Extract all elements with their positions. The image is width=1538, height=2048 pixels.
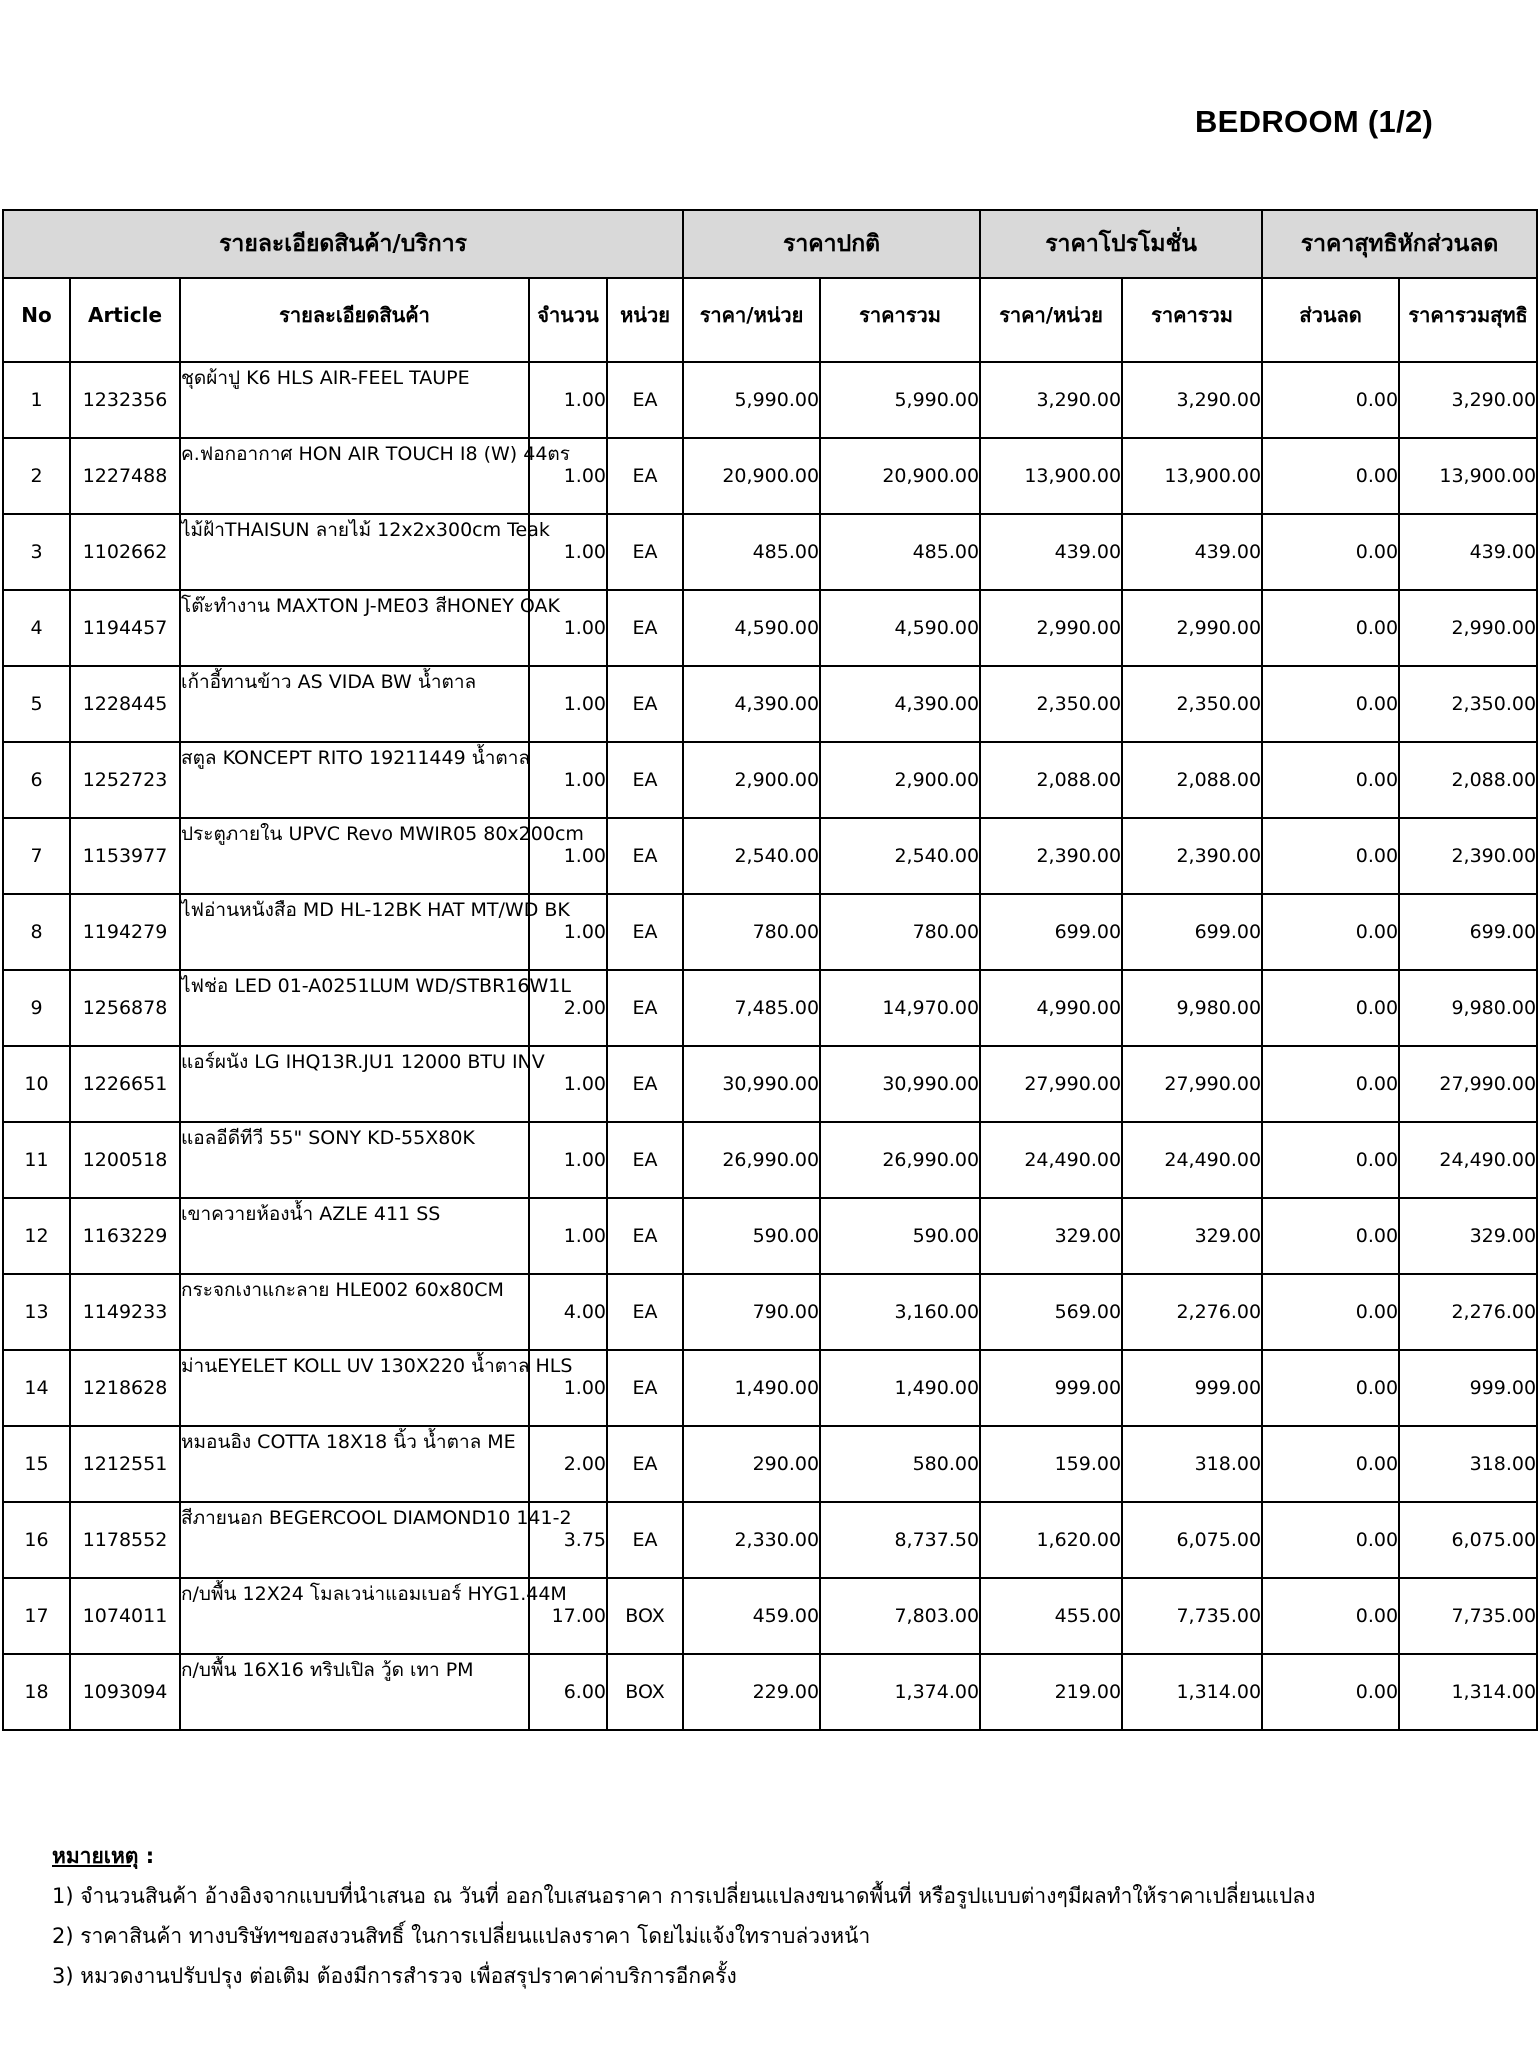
table-row xyxy=(3,1350,1537,1426)
cell-discount: 0.00 xyxy=(1262,438,1399,514)
column-header-unit-price: ราคา/หน่วย xyxy=(683,278,820,362)
cell-promo-total: 318.00 xyxy=(1122,1426,1262,1502)
column-header-discount: ส่วนลด xyxy=(1262,278,1399,362)
cell-promo-unit-price: 2,350.00 xyxy=(980,666,1122,742)
cell-unit-price: 26,990.00 xyxy=(683,1122,820,1198)
cell-discount: 0.00 xyxy=(1262,742,1399,818)
cell-item-description: ไม้ฝ้าTHAISUN ลายไม้ 12x2x300cm Teak xyxy=(180,514,529,590)
cell-net-total: 439.00 xyxy=(1399,514,1537,590)
group-header-normal-price: ราคาปกติ xyxy=(683,210,980,278)
cell-total-price: 1,490.00 xyxy=(820,1350,980,1426)
cell-article-code: 1232356 xyxy=(70,362,180,438)
cell-promo-unit-price: 4,990.00 xyxy=(980,970,1122,1046)
cell-net-total: 7,735.00 xyxy=(1399,1578,1537,1654)
cell-unit-price: 459.00 xyxy=(683,1578,820,1654)
cell-discount: 0.00 xyxy=(1262,970,1399,1046)
cell-unit: EA xyxy=(607,1122,683,1198)
cell-article-code: 1212551 xyxy=(70,1426,180,1502)
cell-unit: EA xyxy=(607,742,683,818)
cell-unit-price: 2,540.00 xyxy=(683,818,820,894)
column-header-net-total: ราคารวมสุทธิ xyxy=(1399,278,1537,362)
cell-article-code: 1252723 xyxy=(70,742,180,818)
cell-unit-price: 2,330.00 xyxy=(683,1502,820,1578)
cell-item-description: ไฟอ่านหนังสือ MD HL-12BK HAT MT/WD BK xyxy=(180,894,529,970)
cell-unit-price: 4,590.00 xyxy=(683,590,820,666)
cell-promo-total: 27,990.00 xyxy=(1122,1046,1262,1122)
cell-promo-unit-price: 999.00 xyxy=(980,1350,1122,1426)
cell-unit-price: 5,990.00 xyxy=(683,362,820,438)
cell-promo-total: 439.00 xyxy=(1122,514,1262,590)
cell-net-total: 699.00 xyxy=(1399,894,1537,970)
cell-discount: 0.00 xyxy=(1262,1426,1399,1502)
cell-unit: EA xyxy=(607,362,683,438)
cell-unit-price: 590.00 xyxy=(683,1198,820,1274)
table-row xyxy=(3,1046,1537,1122)
table-row xyxy=(3,438,1537,514)
cell-net-total: 24,490.00 xyxy=(1399,1122,1537,1198)
cell-unit: BOX xyxy=(607,1578,683,1654)
cell-item-description: กระจกเงาแกะลาย HLE002 60x80CM xyxy=(180,1274,529,1350)
cell-total-price: 4,390.00 xyxy=(820,666,980,742)
cell-article-code: 1226651 xyxy=(70,1046,180,1122)
cell-row-number: 18 xyxy=(3,1654,70,1730)
cell-promo-unit-price: 13,900.00 xyxy=(980,438,1122,514)
cell-total-price: 485.00 xyxy=(820,514,980,590)
cell-discount: 0.00 xyxy=(1262,1350,1399,1426)
cell-total-price: 20,900.00 xyxy=(820,438,980,514)
cell-total-price: 580.00 xyxy=(820,1426,980,1502)
cell-promo-total: 2,390.00 xyxy=(1122,818,1262,894)
table-row xyxy=(3,590,1537,666)
table-row xyxy=(3,666,1537,742)
table-row xyxy=(3,1122,1537,1198)
cell-net-total: 3,290.00 xyxy=(1399,362,1537,438)
cell-article-code: 1074011 xyxy=(70,1578,180,1654)
cell-quantity: 6.00 xyxy=(529,1654,607,1730)
cell-article-code: 1178552 xyxy=(70,1502,180,1578)
remark-line-3: 3) หมวดงานปรับปรุง ต่อเติม ต้องมีการสำรวจ เพื่อสรุปราคาค่าบริการอีกครั้ง xyxy=(52,1964,737,1988)
column-header-total: ราคารวม xyxy=(820,278,980,362)
column-header-row xyxy=(3,278,1537,362)
cell-unit: EA xyxy=(607,1502,683,1578)
cell-discount: 0.00 xyxy=(1262,1502,1399,1578)
cell-unit: EA xyxy=(607,666,683,742)
cell-quantity: 1.00 xyxy=(529,590,607,666)
cell-promo-unit-price: 27,990.00 xyxy=(980,1046,1122,1122)
cell-net-total: 2,276.00 xyxy=(1399,1274,1537,1350)
cell-article-code: 1227488 xyxy=(70,438,180,514)
cell-unit: EA xyxy=(607,514,683,590)
cell-item-description: หมอนอิง COTTA 18X18 นิ้ว น้ำตาล ME xyxy=(180,1426,529,1502)
table-row xyxy=(3,1198,1537,1274)
cell-article-code: 1194457 xyxy=(70,590,180,666)
remark-line-2: 2) ราคาสินค้า ทางบริษัทฯขอสงวนสิทธิ์ ในการเปลี่ยนแปลงราคา โดยไม่แจ้งใทราบล่วงหน้า xyxy=(52,1924,871,1948)
cell-quantity: 2.00 xyxy=(529,1426,607,1502)
cell-article-code: 1102662 xyxy=(70,514,180,590)
cell-article-code: 1256878 xyxy=(70,970,180,1046)
cell-unit: EA xyxy=(607,1426,683,1502)
cell-net-total: 2,990.00 xyxy=(1399,590,1537,666)
table-row xyxy=(3,894,1537,970)
cell-quantity: 17.00 xyxy=(529,1578,607,1654)
cell-item-description: ก/บพื้น 16X16 ทริปเปิล วู้ด เทา PM xyxy=(180,1654,529,1730)
cell-article-code: 1149233 xyxy=(70,1274,180,1350)
cell-net-total: 999.00 xyxy=(1399,1350,1537,1426)
cell-row-number: 9 xyxy=(3,970,70,1046)
cell-item-description: เก้าอี้ทานข้าว AS VIDA BW น้ำตาล xyxy=(180,666,529,742)
cell-row-number: 4 xyxy=(3,590,70,666)
cell-discount: 0.00 xyxy=(1262,1578,1399,1654)
cell-promo-unit-price: 439.00 xyxy=(980,514,1122,590)
cell-unit: EA xyxy=(607,1046,683,1122)
cell-row-number: 16 xyxy=(3,1502,70,1578)
cell-quantity: 4.00 xyxy=(529,1274,607,1350)
cell-quantity: 1.00 xyxy=(529,514,607,590)
cell-discount: 0.00 xyxy=(1262,666,1399,742)
cell-promo-unit-price: 3,290.00 xyxy=(980,362,1122,438)
cell-quantity: 1.00 xyxy=(529,438,607,514)
cell-promo-total: 2,276.00 xyxy=(1122,1274,1262,1350)
cell-item-description: ค.ฟอกอากาศ HON AIR TOUCH I8 (W) 44ตร xyxy=(180,438,529,514)
cell-total-price: 5,990.00 xyxy=(820,362,980,438)
cell-total-price: 26,990.00 xyxy=(820,1122,980,1198)
cell-net-total: 2,390.00 xyxy=(1399,818,1537,894)
cell-promo-unit-price: 699.00 xyxy=(980,894,1122,970)
table-row xyxy=(3,970,1537,1046)
remark-line-1: 1) จำนวนสินค้า อ้างอิงจากแบบที่นำเสนอ ณ วันที่ ออกใบเสนอราคา การเปลี่ยนแปลงขนาดพื้นที่ หรือรูปแบบต่างๆมีผลทำให้ราคาเปลี่ยนแปลง xyxy=(52,1884,1316,1908)
group-header-net-price: ราคาสุทธิหักส่วนลด xyxy=(1262,210,1537,278)
cell-item-description: ชุดผ้าปู K6 HLS AIR-FEEL TAUPE xyxy=(180,362,529,438)
cell-promo-total: 999.00 xyxy=(1122,1350,1262,1426)
cell-net-total: 9,980.00 xyxy=(1399,970,1537,1046)
group-header-promo-price: ราคาโปรโมชั่น xyxy=(980,210,1262,278)
cell-article-code: 1163229 xyxy=(70,1198,180,1274)
cell-row-number: 14 xyxy=(3,1350,70,1426)
cell-row-number: 2 xyxy=(3,438,70,514)
cell-unit: BOX xyxy=(607,1654,683,1730)
cell-promo-unit-price: 569.00 xyxy=(980,1274,1122,1350)
cell-article-code: 1200518 xyxy=(70,1122,180,1198)
cell-discount: 0.00 xyxy=(1262,590,1399,666)
cell-unit-price: 229.00 xyxy=(683,1654,820,1730)
cell-promo-total: 1,314.00 xyxy=(1122,1654,1262,1730)
cell-quantity: 1.00 xyxy=(529,1122,607,1198)
group-header-details: รายละเอียดสินค้า/บริการ xyxy=(3,210,683,278)
cell-promo-unit-price: 2,088.00 xyxy=(980,742,1122,818)
cell-net-total: 2,088.00 xyxy=(1399,742,1537,818)
cell-unit-price: 20,900.00 xyxy=(683,438,820,514)
cell-row-number: 10 xyxy=(3,1046,70,1122)
cell-item-description: แอร์ผนัง LG IHQ13R.JU1 12000 BTU INV xyxy=(180,1046,529,1122)
cell-unit-price: 485.00 xyxy=(683,514,820,590)
cell-row-number: 5 xyxy=(3,666,70,742)
cell-net-total: 2,350.00 xyxy=(1399,666,1537,742)
cell-item-description: เขาควายห้องน้ำ AZLE 411 SS xyxy=(180,1198,529,1274)
cell-article-code: 1218628 xyxy=(70,1350,180,1426)
column-header-promo-total: ราคารวม xyxy=(1122,278,1262,362)
cell-promo-total: 2,088.00 xyxy=(1122,742,1262,818)
quotation-table xyxy=(2,209,1538,1731)
cell-item-description: สีภายนอก BEGERCOOL DIAMOND10 141-2 xyxy=(180,1502,529,1578)
cell-row-number: 13 xyxy=(3,1274,70,1350)
cell-promo-unit-price: 219.00 xyxy=(980,1654,1122,1730)
cell-promo-total: 7,735.00 xyxy=(1122,1578,1262,1654)
cell-unit-price: 790.00 xyxy=(683,1274,820,1350)
cell-total-price: 14,970.00 xyxy=(820,970,980,1046)
cell-quantity: 1.00 xyxy=(529,1198,607,1274)
remarks-title: หมายเหตุ xyxy=(52,1844,139,1868)
remarks-heading xyxy=(52,1836,1492,1876)
cell-total-price: 7,803.00 xyxy=(820,1578,980,1654)
cell-promo-total: 329.00 xyxy=(1122,1198,1262,1274)
column-header-description: รายละเอียดสินค้า xyxy=(180,278,529,362)
table-row xyxy=(3,1654,1537,1730)
cell-total-price: 590.00 xyxy=(820,1198,980,1274)
cell-unit-price: 1,490.00 xyxy=(683,1350,820,1426)
cell-discount: 0.00 xyxy=(1262,1122,1399,1198)
cell-quantity: 1.00 xyxy=(529,362,607,438)
cell-promo-total: 3,290.00 xyxy=(1122,362,1262,438)
cell-total-price: 30,990.00 xyxy=(820,1046,980,1122)
cell-unit: EA xyxy=(607,818,683,894)
cell-unit-price: 30,990.00 xyxy=(683,1046,820,1122)
cell-unit-price: 2,900.00 xyxy=(683,742,820,818)
cell-discount: 0.00 xyxy=(1262,1274,1399,1350)
cell-promo-unit-price: 24,490.00 xyxy=(980,1122,1122,1198)
cell-promo-total: 699.00 xyxy=(1122,894,1262,970)
remarks-section xyxy=(52,1836,1492,1996)
cell-row-number: 7 xyxy=(3,818,70,894)
cell-promo-total: 24,490.00 xyxy=(1122,1122,1262,1198)
cell-discount: 0.00 xyxy=(1262,1046,1399,1122)
cell-item-description: ก/บพื้น 12X24 โมลเวน่าแอมเบอร์ HYG1.44M xyxy=(180,1578,529,1654)
cell-total-price: 780.00 xyxy=(820,894,980,970)
table-row xyxy=(3,514,1537,590)
cell-net-total: 13,900.00 xyxy=(1399,438,1537,514)
cell-total-price: 2,900.00 xyxy=(820,742,980,818)
cell-unit: EA xyxy=(607,1198,683,1274)
cell-discount: 0.00 xyxy=(1262,894,1399,970)
cell-item-description: ไฟช่อ LED 01-A0251LUM WD/STBR16W1L xyxy=(180,970,529,1046)
cell-unit: EA xyxy=(607,970,683,1046)
cell-quantity: 1.00 xyxy=(529,818,607,894)
cell-quantity: 1.00 xyxy=(529,742,607,818)
cell-unit-price: 290.00 xyxy=(683,1426,820,1502)
cell-discount: 0.00 xyxy=(1262,1198,1399,1274)
cell-promo-unit-price: 159.00 xyxy=(980,1426,1122,1502)
cell-discount: 0.00 xyxy=(1262,1654,1399,1730)
cell-row-number: 6 xyxy=(3,742,70,818)
cell-quantity: 1.00 xyxy=(529,1350,607,1426)
cell-total-price: 4,590.00 xyxy=(820,590,980,666)
cell-discount: 0.00 xyxy=(1262,514,1399,590)
column-header-article: Article xyxy=(70,278,180,362)
cell-row-number: 3 xyxy=(3,514,70,590)
cell-promo-total: 13,900.00 xyxy=(1122,438,1262,514)
cell-quantity: 1.00 xyxy=(529,1046,607,1122)
table-row xyxy=(3,818,1537,894)
cell-unit-price: 7,485.00 xyxy=(683,970,820,1046)
cell-quantity: 1.00 xyxy=(529,666,607,742)
cell-item-description: โต๊ะทำงาน MAXTON J-ME03 สีHONEY OAK xyxy=(180,590,529,666)
cell-promo-total: 6,075.00 xyxy=(1122,1502,1262,1578)
cell-promo-total: 9,980.00 xyxy=(1122,970,1262,1046)
table-row xyxy=(3,1274,1537,1350)
cell-net-total: 1,314.00 xyxy=(1399,1654,1537,1730)
cell-total-price: 2,540.00 xyxy=(820,818,980,894)
cell-unit-price: 780.00 xyxy=(683,894,820,970)
cell-promo-total: 2,990.00 xyxy=(1122,590,1262,666)
cell-article-code: 1194279 xyxy=(70,894,180,970)
cell-promo-unit-price: 2,390.00 xyxy=(980,818,1122,894)
table-body xyxy=(3,362,1537,1730)
cell-net-total: 318.00 xyxy=(1399,1426,1537,1502)
cell-unit: EA xyxy=(607,1274,683,1350)
cell-row-number: 17 xyxy=(3,1578,70,1654)
cell-article-code: 1228445 xyxy=(70,666,180,742)
cell-item-description: ประตูภายใน UPVC Revo MWIR05 80x200cm xyxy=(180,818,529,894)
column-header-promo-unit-price: ราคา/หน่วย xyxy=(980,278,1122,362)
cell-promo-unit-price: 455.00 xyxy=(980,1578,1122,1654)
document-title: BEDROOM (1/2) xyxy=(1195,104,1434,139)
group-header-row xyxy=(3,210,1537,278)
cell-item-description: ม่านEYELET KOLL UV 130X220 น้ำตาล HLS xyxy=(180,1350,529,1426)
cell-unit: EA xyxy=(607,894,683,970)
cell-quantity: 1.00 xyxy=(529,894,607,970)
cell-promo-unit-price: 1,620.00 xyxy=(980,1502,1122,1578)
column-header-unit: หน่วย xyxy=(607,278,683,362)
cell-net-total: 6,075.00 xyxy=(1399,1502,1537,1578)
table-row xyxy=(3,1426,1537,1502)
cell-row-number: 15 xyxy=(3,1426,70,1502)
cell-total-price: 1,374.00 xyxy=(820,1654,980,1730)
column-header-no: No xyxy=(3,278,70,362)
table-row xyxy=(3,1578,1537,1654)
cell-item-description: สตูล KONCEPT RITO 19211449 น้ำตาล xyxy=(180,742,529,818)
cell-promo-unit-price: 329.00 xyxy=(980,1198,1122,1274)
table-row xyxy=(3,1502,1537,1578)
cell-total-price: 3,160.00 xyxy=(820,1274,980,1350)
cell-discount: 0.00 xyxy=(1262,818,1399,894)
remarks-colon: : xyxy=(138,1844,155,1868)
cell-row-number: 1 xyxy=(3,362,70,438)
cell-net-total: 27,990.00 xyxy=(1399,1046,1537,1122)
cell-article-code: 1093094 xyxy=(70,1654,180,1730)
cell-row-number: 11 xyxy=(3,1122,70,1198)
cell-item-description: แอลอีดีทีวี 55" SONY KD-55X80K xyxy=(180,1122,529,1198)
cell-discount: 0.00 xyxy=(1262,362,1399,438)
cell-net-total: 329.00 xyxy=(1399,1198,1537,1274)
cell-total-price: 8,737.50 xyxy=(820,1502,980,1578)
cell-article-code: 1153977 xyxy=(70,818,180,894)
cell-quantity: 3.75 xyxy=(529,1502,607,1578)
table-row xyxy=(3,362,1537,438)
cell-unit: EA xyxy=(607,438,683,514)
cell-promo-total: 2,350.00 xyxy=(1122,666,1262,742)
cell-unit: EA xyxy=(607,590,683,666)
cell-unit-price: 4,390.00 xyxy=(683,666,820,742)
column-header-quantity: จำนวน xyxy=(529,278,607,362)
cell-quantity: 2.00 xyxy=(529,970,607,1046)
cell-unit: EA xyxy=(607,1350,683,1426)
cell-row-number: 8 xyxy=(3,894,70,970)
cell-promo-unit-price: 2,990.00 xyxy=(980,590,1122,666)
cell-row-number: 12 xyxy=(3,1198,70,1274)
table-row xyxy=(3,742,1537,818)
